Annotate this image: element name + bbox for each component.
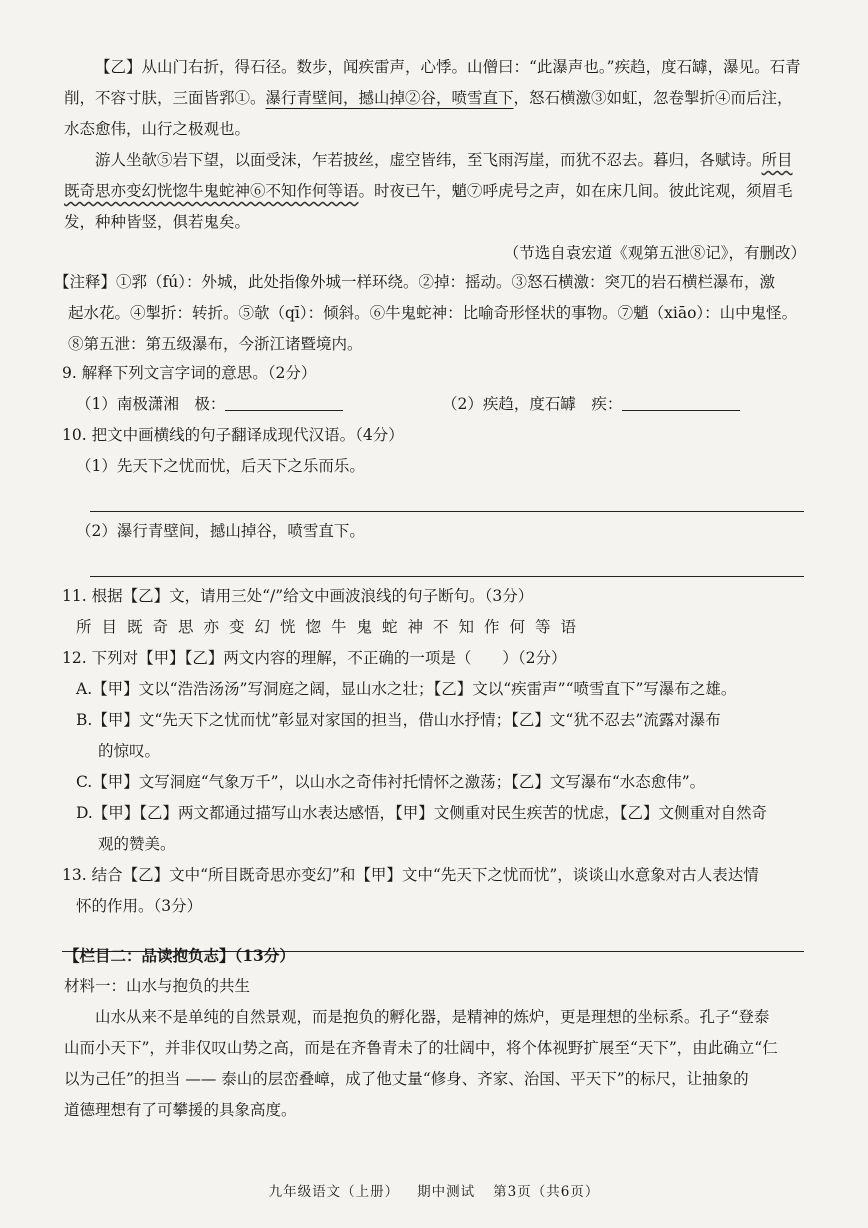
q11-sentence[interactable]: 所目既奇思亦变幻恍惚牛鬼蛇神不知作何等语 bbox=[76, 618, 587, 636]
material-1-line-1: 山水从来不是单纯的自然景观，而是抱负的孵化器，是精神的炼炉，更是理想的坐标系。孔子“登泰 bbox=[95, 1008, 770, 1026]
q12-option-a[interactable]: A.【甲】文以“浩浩汤汤”写洞庭之阔，显山水之壮；【乙】文以“疾雷声”“喷雪直下”写瀑布之雄。 bbox=[76, 680, 737, 698]
footer-subject: 九年级语文（上册） bbox=[268, 1184, 400, 1200]
q12-option-b[interactable]: B.【甲】文“先天下之忧而忧”彰显对家国的担当，借山水抒情；【乙】文“犹不忍去”流露对瀑布 bbox=[76, 711, 721, 729]
q11-stem: 11. 根据【乙】文，请用三处“/”给文中画波浪线的句子断句。（3分） bbox=[62, 587, 534, 605]
footer-page-number: 第3页（共6页） bbox=[493, 1184, 600, 1200]
q12-option-d-cont: 观的赞美。 bbox=[98, 835, 176, 853]
page-footer bbox=[0, 1180, 868, 1200]
q9-items bbox=[62, 389, 808, 420]
q13-stem-cont: 怀的作用。（3分） bbox=[76, 897, 203, 915]
q9-item-2-label: （2）疾趋，度石罅 疾： bbox=[442, 395, 623, 413]
q10-answer-line-2[interactable] bbox=[90, 547, 804, 577]
passage-b-para2-text: 游人坐欹⑤岩下望，以面受沫，乍若披丝，虚空皆纬，至飞雨泻崖，而犹不忍去。暮归，各赋诗。 bbox=[95, 151, 762, 169]
passage-b-para2-text-end: 。时夜已午，魈⑦呼虎号之声，如在床几间。彼此诧观，须眉毛发，种种皆竖，俱若鬼矣。 bbox=[64, 182, 793, 231]
passage-b bbox=[64, 52, 806, 269]
q12-option-c[interactable]: C.【甲】文写洞庭“气象万千”，以山水之奇伟衬托情怀之激荡；【乙】文写瀑布“水态愈伟”。 bbox=[76, 773, 706, 791]
note-line-3: ⑧第五泄：第五级瀑布，今浙江诸暨境内。 bbox=[68, 335, 363, 353]
q12-option-b-cont: 的惊叹。 bbox=[98, 742, 161, 760]
section-2-title: 【栏目二：品读抱负志】（13分） bbox=[64, 946, 295, 965]
underlined-sentence: 瀑行青壁间，撼山掉②谷，喷雪直下 bbox=[265, 89, 514, 107]
footer-exam: 期中测试 bbox=[417, 1184, 476, 1200]
q9-item-2 bbox=[442, 389, 808, 420]
section-2 bbox=[64, 940, 806, 1126]
passage-source: （节选自袁宏道《观第五泄⑧记》，有删改） bbox=[503, 244, 806, 262]
q9-answer-blank-1[interactable] bbox=[225, 392, 343, 411]
note-line-1: 【注释】①郛（fú）：外城，此处指像外城一样环绕。②掉：摇动。③怒石横激：突兀的岩石横栏瀑布，激 bbox=[54, 273, 775, 291]
annotations bbox=[54, 267, 808, 360]
passage-b-para1-text-end: ，怒石横激③如虹，忽卷掣折④而后注，水态愈伟，山行之极观也。 bbox=[64, 89, 793, 138]
passage-b-para2 bbox=[64, 145, 806, 238]
q9-answer-blank-2[interactable] bbox=[622, 392, 740, 411]
q10-item-1: （1）先天下之忧而忧，后天下之乐而乐。 bbox=[76, 457, 365, 475]
material-1-line-2: 山而小天下”，并非仅叹山势之高，而是在齐鲁青未了的壮阔中，将个体视野扩展至“天下”，由此确立“仁 bbox=[64, 1039, 778, 1057]
material-1-line-3: 以为己任”的担当 —— 泰山的层峦叠嶂，成了他丈量“修身、齐家、治国、平天下”的标尺，让抽象的 bbox=[64, 1070, 749, 1088]
wavy-underlined-sentence: 所目既奇思亦变幻恍惚牛鬼蛇神⑥不知作何等语 bbox=[64, 151, 793, 200]
material-1-line-4: 道德理想有了可攀援的具象高度。 bbox=[64, 1101, 297, 1119]
q12-stem: 12. 下列对【甲】【乙】两文内容的理解，不正确的一项是（ ）（2分） bbox=[62, 649, 567, 667]
passage-b-para1-text: 【乙】从山门右折，得石径。数步，闻疾雷声，心悸。山僧曰：“此瀑声也。”疾趋，度石罅，瀑见。石青削，不容寸肤，三面皆郛①。 bbox=[64, 58, 801, 107]
q13-stem: 13. 结合【乙】文中“所目既奇思亦变幻”和【甲】文中“先天下之忧而忧”，谈谈山水意象对古人表达情 bbox=[62, 866, 759, 884]
questions bbox=[62, 358, 808, 956]
q10-answer-line-1[interactable] bbox=[90, 482, 804, 512]
q9-item-1 bbox=[76, 389, 442, 420]
q10-stem: 10. 把文中画横线的句子翻译成现代汉语。（4分） bbox=[62, 426, 404, 444]
q10-item-2: （2）瀑行青壁间，撼山掉谷，喷雪直下。 bbox=[76, 522, 365, 540]
q9-stem: 9. 解释下列文言字词的意思。（2分） bbox=[62, 364, 317, 382]
note-line-2: 起水花。④掣折：转折。⑤欹（qī）：倾斜。⑥牛鬼蛇神：比喻奇形怪状的事物。⑦魈（xiāo）：山中鬼怪。 bbox=[68, 304, 798, 322]
q9-item-1-label: （1）南极潇湘 极： bbox=[76, 395, 226, 413]
passage-b-para1 bbox=[64, 52, 806, 145]
material-1-title: 材料一：山水与抱负的共生 bbox=[64, 977, 251, 995]
q12-option-d[interactable]: D.【甲】【乙】两文都通过描写山水表达感悟，【甲】文侧重对民生疾苦的忧虑，【乙】文侧重对自然奇 bbox=[76, 804, 768, 822]
